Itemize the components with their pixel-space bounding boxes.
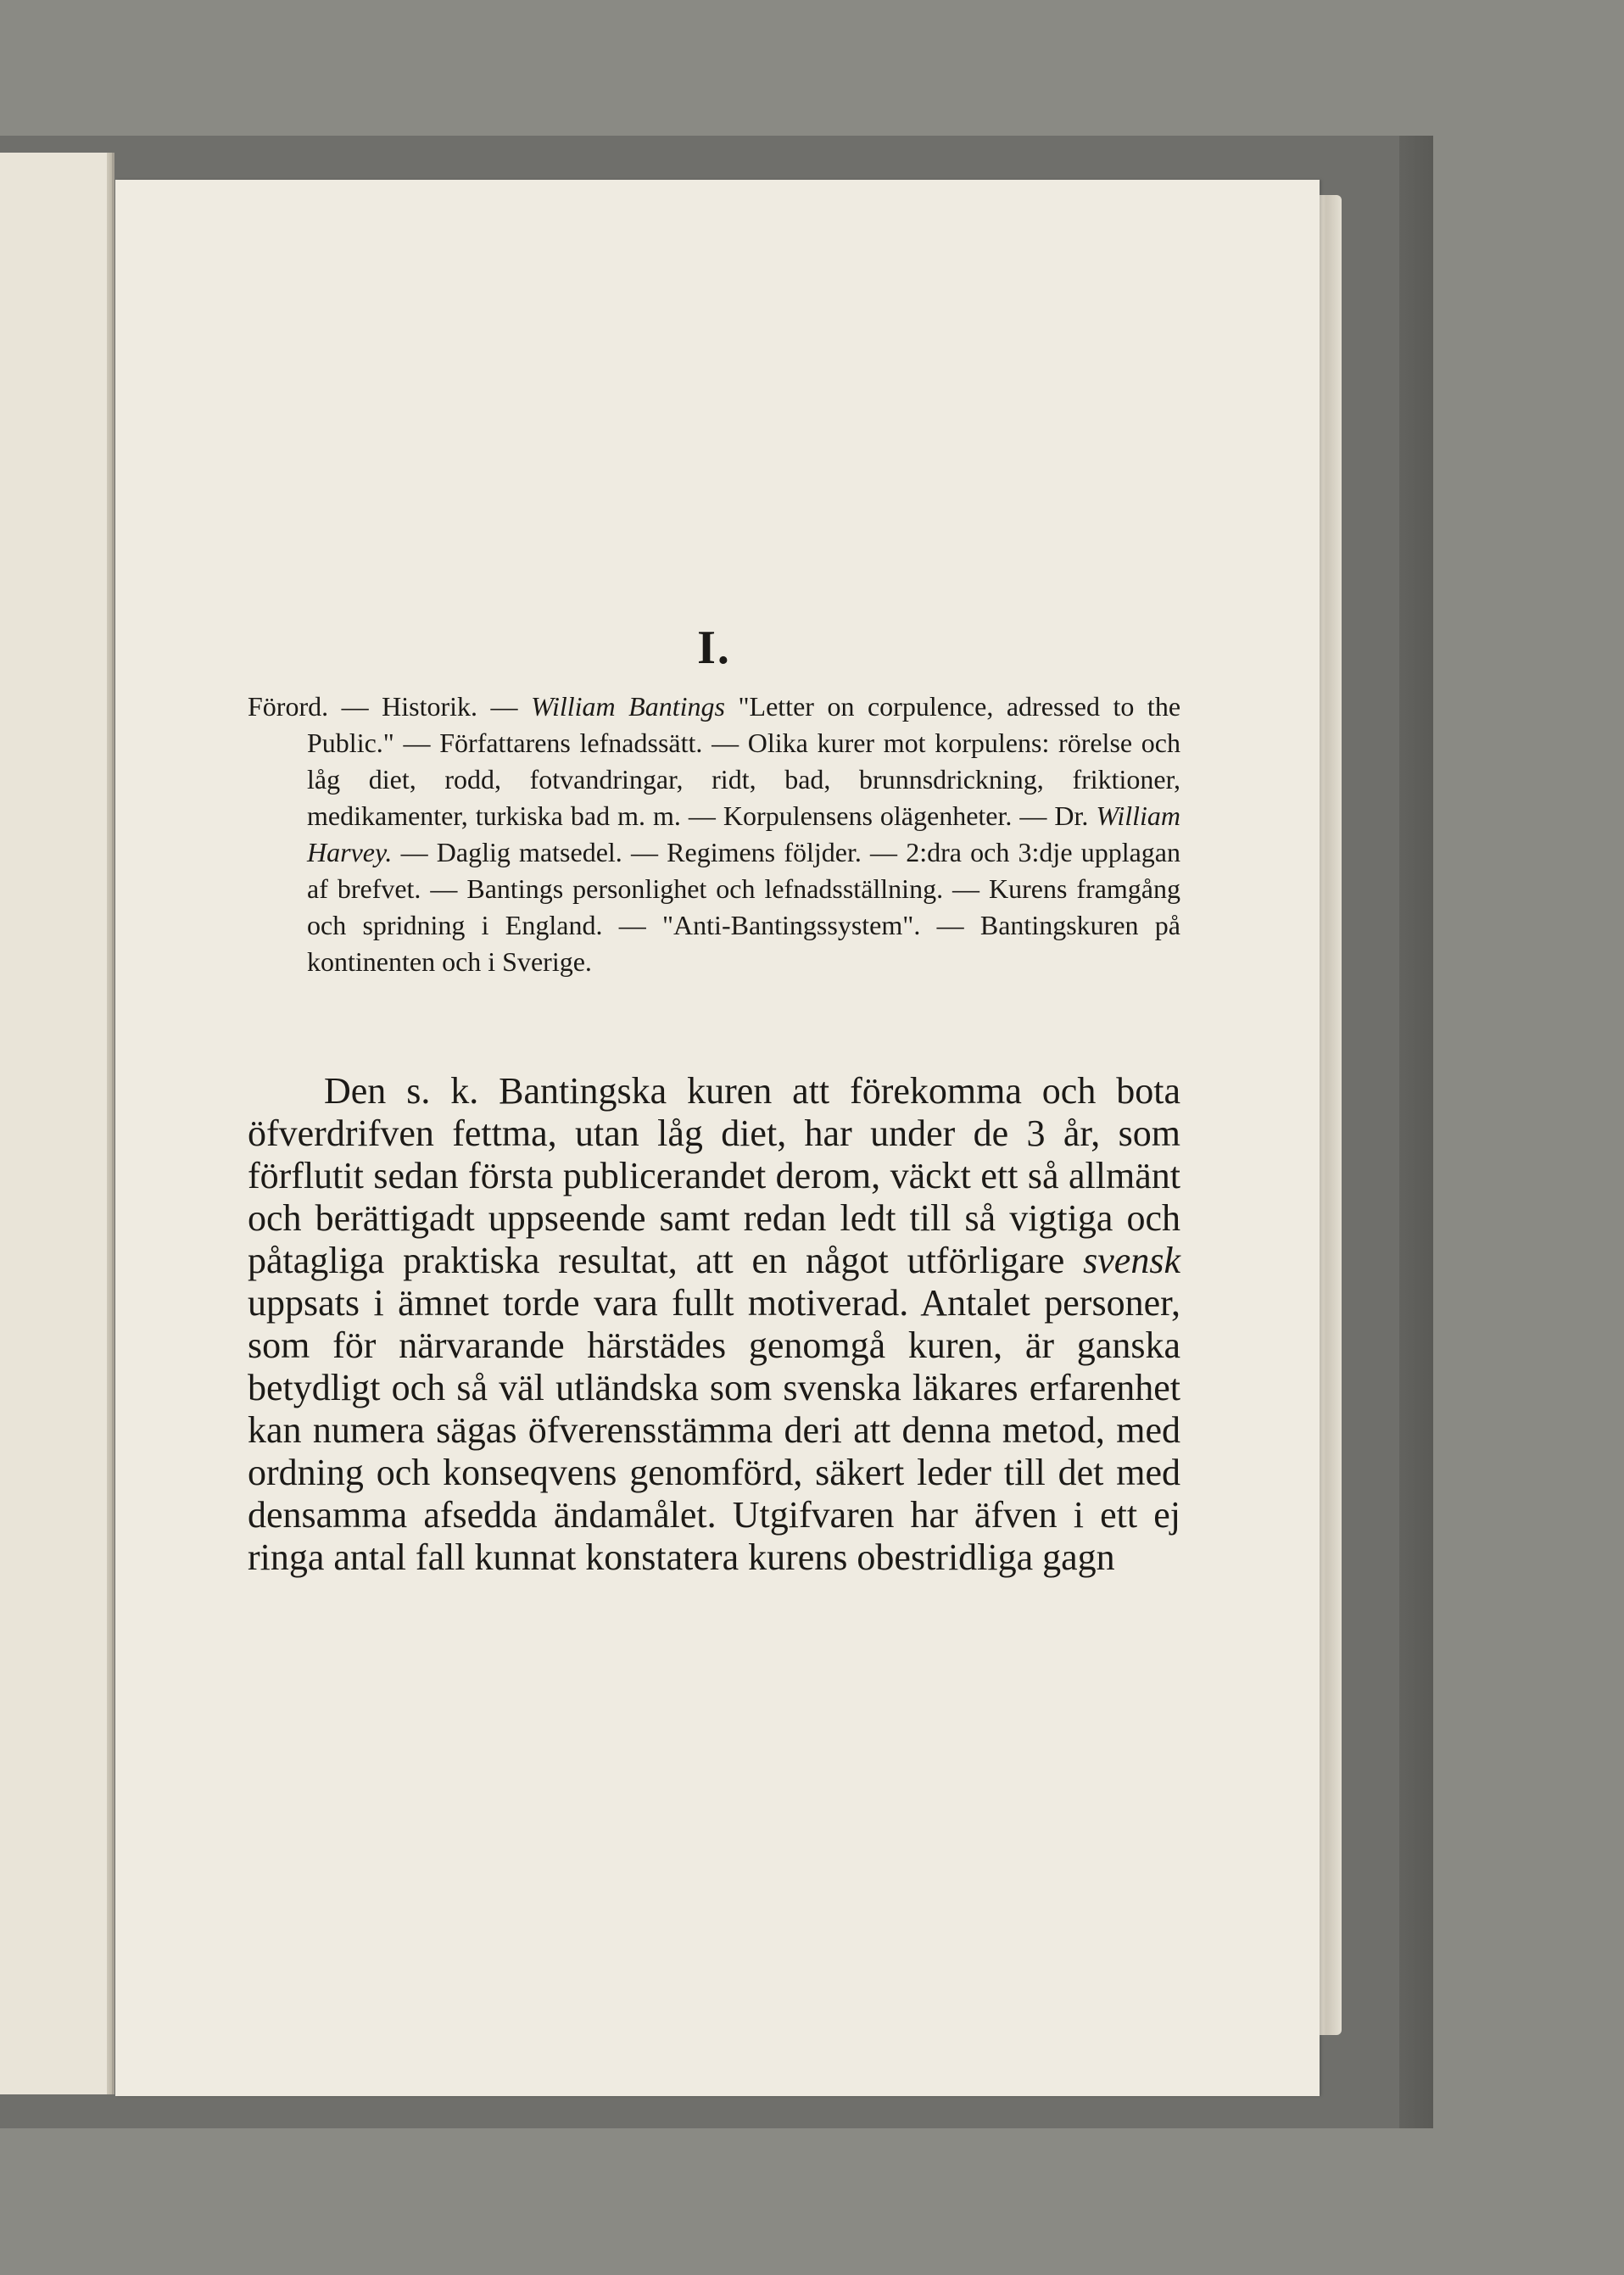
body-text-2: uppsats i ämnet torde vara fullt motiverad. Antalet personer, som för närvarande härstädes genomgå kuren, är ganska betydligt och så väl utländska som svenska läkares erfarenhet kan numera sägas öfverensstämma deri att denna metod, med ordning och konseqvens genomförd, säkert leder till det med densamma afsedda ändamålet. Utgifvaren har äfven i ett ej ringa antal fall kunnat konstatera kurens obestridliga gagn <box>248 1282 1180 1578</box>
summary-italic-2: William Harvey. <box>307 800 1180 867</box>
summary-italic-1: William Bantings <box>531 691 725 722</box>
left-page-edge <box>0 153 114 2094</box>
gutter-shadow <box>107 153 112 2094</box>
book-page <box>115 180 1320 2096</box>
chapter-heading: I. <box>697 622 731 674</box>
summary-text-2: "Letter on corpulence, adressed to the Public." — Författarens lefnadssätt. — Olika kurer mot korpulens: rörelse och låg diet, rodd, fotvandringar, ridt, bad, brunnsdrickning, friktioner, medikamenter, turkiska bad m. m. — Korpulensens olägenheter. — Dr. <box>307 691 1181 831</box>
chapter-summary <box>248 689 1180 980</box>
board-shadow <box>1399 136 1433 2128</box>
body-italic: svensk <box>1083 1240 1180 1281</box>
body-text-1: Den s. k. Bantingska kuren att förekomma och bota öfverdrifven fettma, utan låg diet, har under de 3 år, som förflutit sedan första publicerandet derom, väckt ett så allmänt och berättigadt uppseende samt redan ledt till så vigtiga och påtagliga praktiska resultat, att en något utförligare <box>248 1070 1180 1281</box>
summary-text-3: — Daglig matsedel. — Regimens följder. — 2:dra och 3:dje upplagan af brefvet. — Bantings personlighet och lefnadsställning. — Kurens framgång och spridning i England. — "Anti-Bantingssystem". — Bantingskuren på kontinenten och i Sverige. <box>307 837 1180 977</box>
body-paragraph <box>248 1070 1180 1579</box>
summary-text-1: Förord. — Historik. — <box>248 691 532 722</box>
